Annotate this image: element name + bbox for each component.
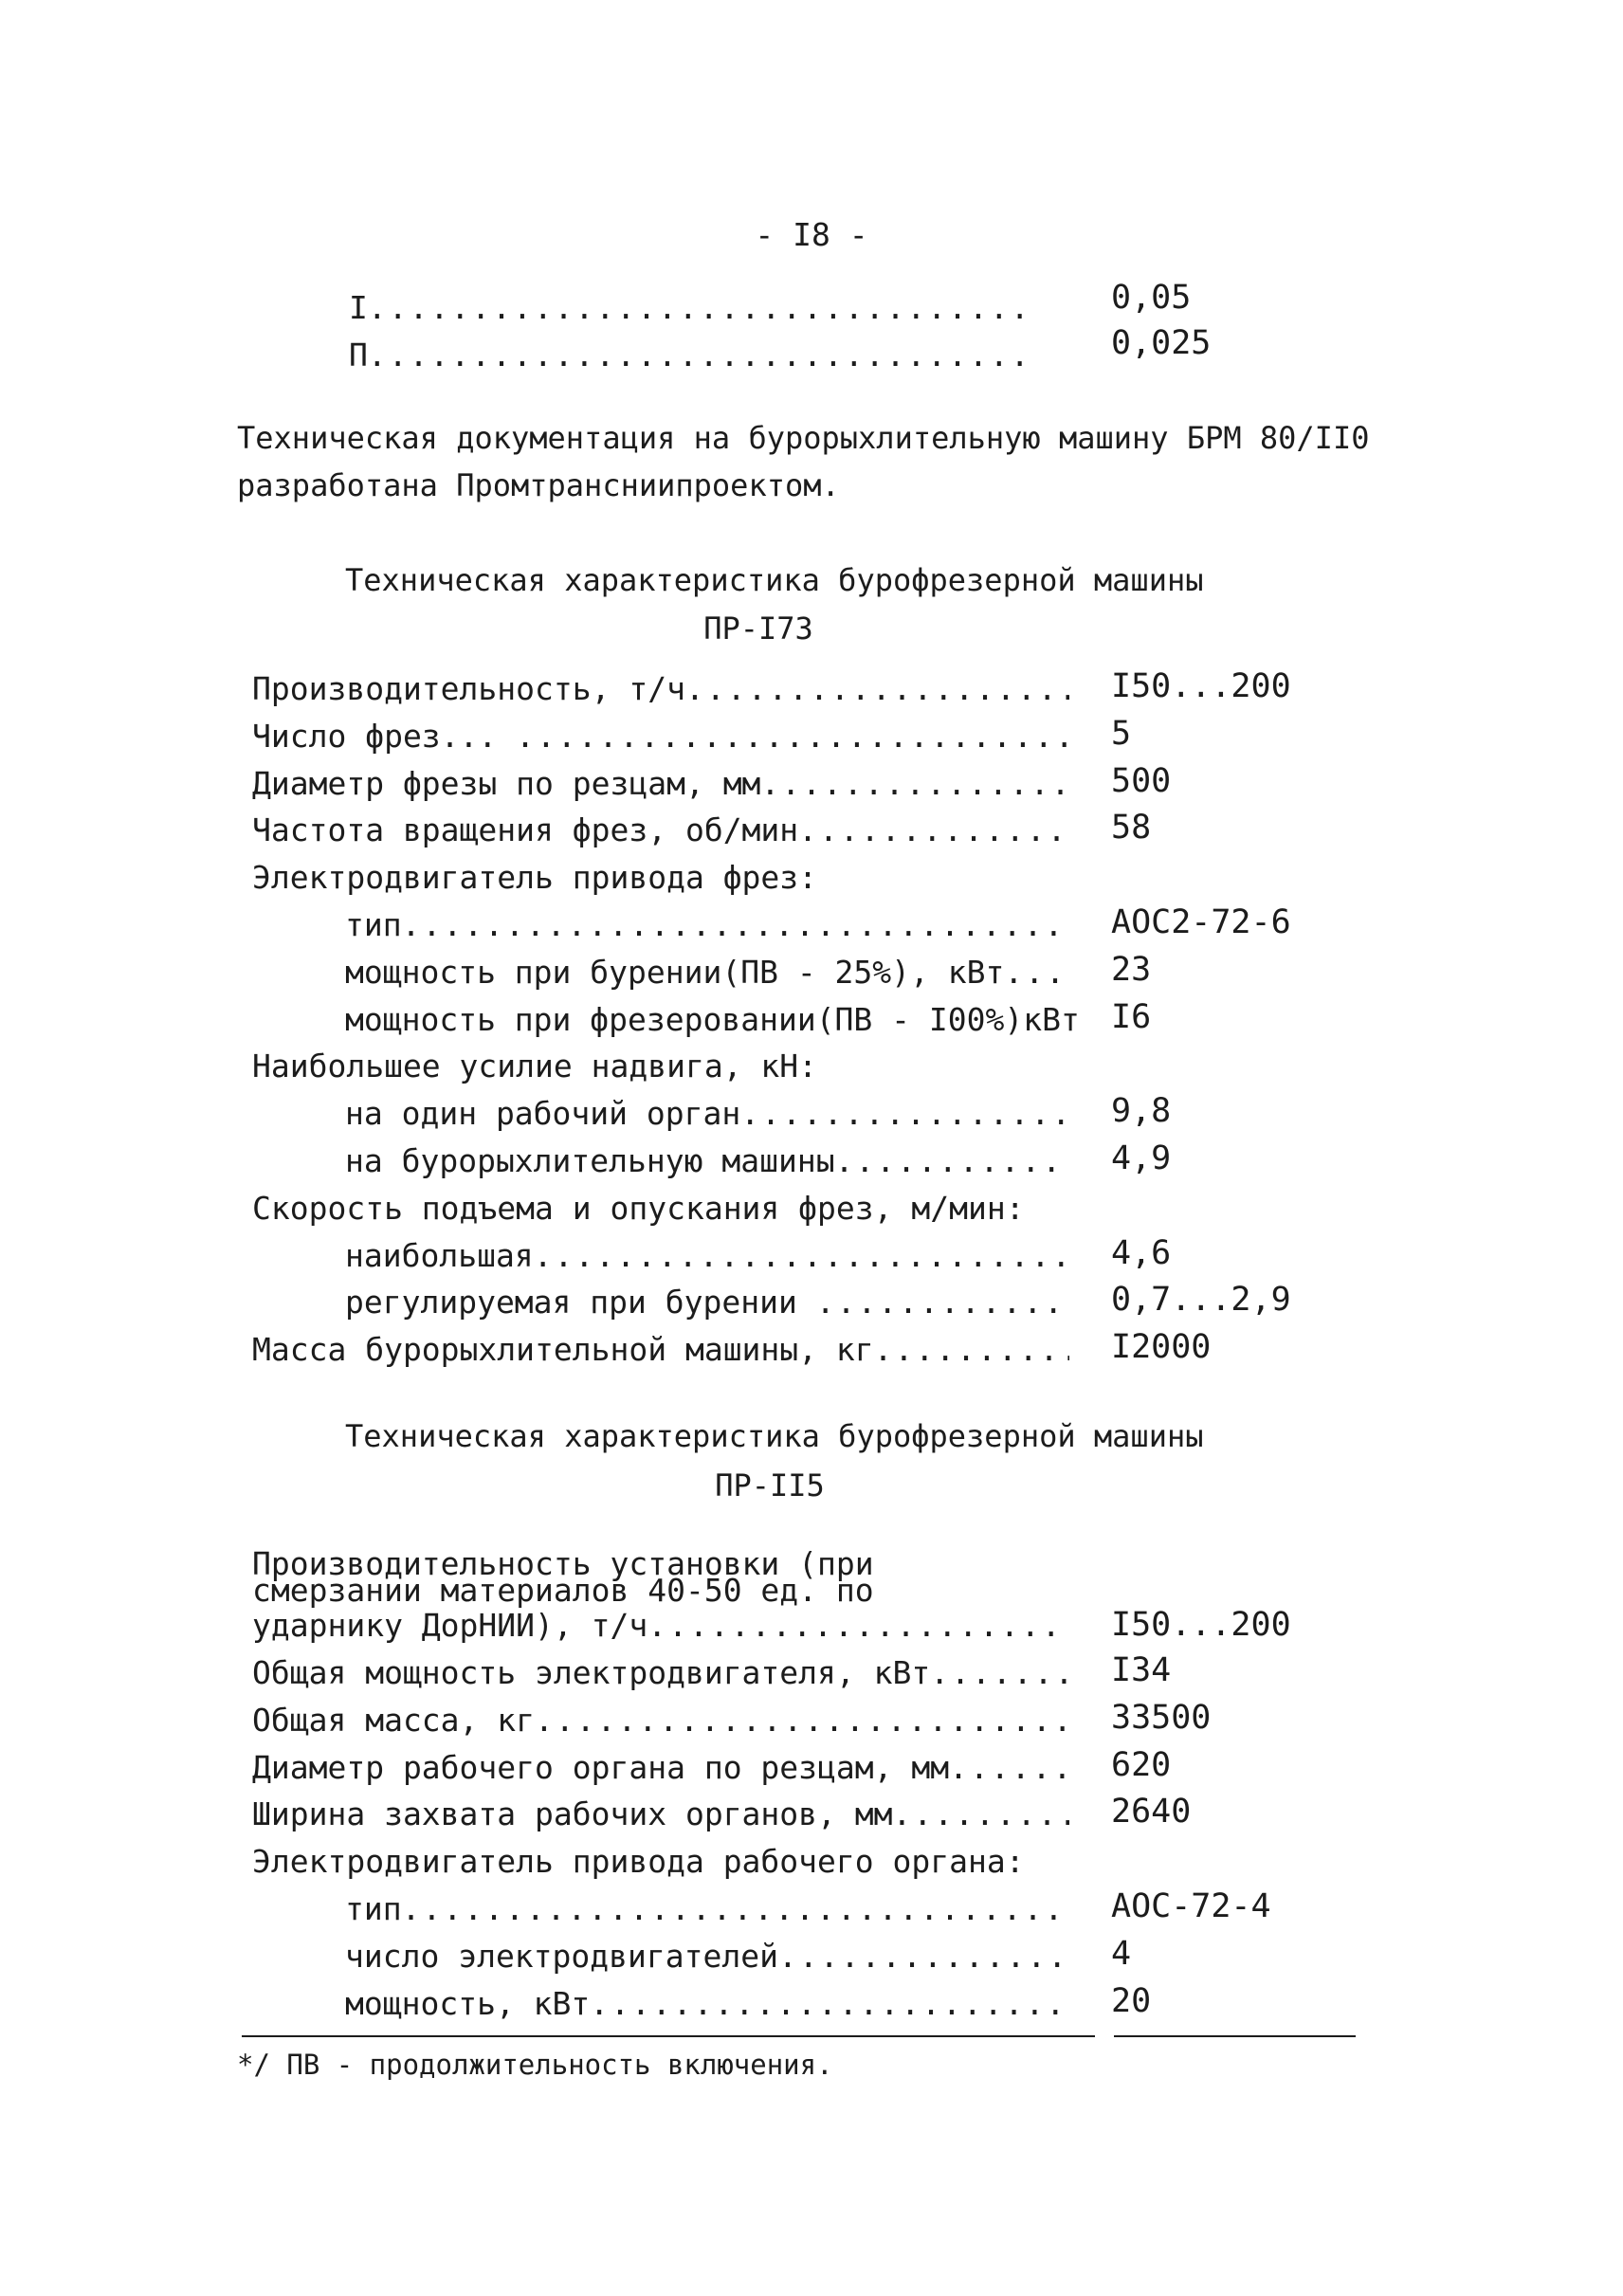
- spec-row: [252, 670, 1069, 708]
- leader-dots: [1004, 954, 1069, 992]
- item-label: П: [349, 337, 368, 374]
- spec-row: [345, 1890, 1069, 1928]
- spec-row: [345, 1284, 1069, 1321]
- spec-label: Скорость подъема и опускания фрез, м/мин:: [252, 1189, 1025, 1227]
- leader-dots: [368, 337, 1036, 374]
- spec-value: 620: [1111, 1745, 1172, 1784]
- spec-label: мощность при бурении(ПВ - 25%), кВт: [345, 953, 1005, 991]
- paragraph-line: Техническая документация на бурорыхлительную машину БРМ 80/II0: [237, 420, 1370, 456]
- spec-row: [345, 906, 1069, 944]
- list-item: [349, 337, 1036, 374]
- spec-label: Ширина захвата рабочих органов, мм: [252, 1795, 893, 1833]
- spec-row: [345, 1237, 1069, 1275]
- leader-dots: [930, 1654, 1069, 1692]
- leader-dots: [816, 1284, 1069, 1321]
- spec-label: Электродвигатель привода фрез:: [252, 859, 818, 897]
- section-model: ПР-I73: [703, 610, 813, 647]
- spec-row: [345, 1095, 1069, 1133]
- spec-value: 2640: [1111, 1793, 1192, 1831]
- spec-label: Производительность, т/ч: [252, 670, 685, 707]
- section-heading: Техническая характеристика бурофрезерной машины: [345, 562, 1204, 598]
- spec-row: [252, 1048, 1069, 1085]
- footnote-divider: [1114, 2035, 1356, 2037]
- spec-label: смерзании материалов 40-50 ед. по: [252, 1572, 874, 1609]
- spec-row: [252, 1331, 1069, 1369]
- spec-value: I50...200: [1111, 667, 1291, 705]
- leader-dots: [778, 1938, 1069, 1976]
- spec-label: Общая масса, кг: [252, 1701, 536, 1739]
- paragraph-line: разработана Промтрансниипроектом.: [237, 467, 840, 503]
- spec-label: регулируемая при бурении: [345, 1284, 816, 1321]
- item-value: 0,05: [1111, 279, 1192, 317]
- leader-dots: [590, 1985, 1069, 2023]
- spec-value: АОС2-72-6: [1111, 903, 1291, 941]
- leader-dots: [402, 906, 1069, 944]
- item-label: I: [349, 289, 368, 326]
- leader-dots: [740, 1095, 1069, 1133]
- leader-dots: [534, 1237, 1069, 1275]
- leader-dots: [874, 1331, 1069, 1369]
- spec-value: АОС-72-4: [1111, 1887, 1271, 1925]
- page-number: - I8 -: [755, 216, 868, 253]
- spec-label: наибольшая: [345, 1236, 534, 1274]
- spec-value: I50...200: [1111, 1606, 1291, 1644]
- spec-row: [252, 1749, 1069, 1787]
- leader-dots: [368, 289, 1036, 327]
- spec-label: мощность при фрезеровании(ПВ - I00%)кВт: [345, 1000, 1080, 1038]
- spec-value: 4,6: [1111, 1233, 1172, 1272]
- section-model: ПР-II5: [715, 1467, 825, 1503]
- leader-dots: [835, 1142, 1069, 1180]
- spec-row: [345, 1000, 1080, 1039]
- spec-label: Диаметр рабочего органа по резцам, мм: [252, 1748, 950, 1786]
- spec-label: на один рабочий орган: [345, 1095, 741, 1133]
- spec-row: [252, 859, 1069, 897]
- spec-label: ударнику ДорНИИ), т/ч: [252, 1607, 648, 1644]
- spec-value: 5: [1111, 714, 1132, 753]
- spec-label: Число фрез...: [252, 717, 517, 755]
- leader-dots: [949, 1749, 1069, 1787]
- spec-row: [345, 1142, 1069, 1180]
- spec-row: [345, 1938, 1069, 1976]
- spec-value: 0,7...2,9: [1111, 1281, 1291, 1320]
- item-value: 0,025: [1111, 324, 1212, 362]
- leader-dots: [798, 811, 1069, 849]
- footnote: */ ПВ - продолжительность включения.: [237, 2049, 833, 2081]
- spec-row: [252, 1702, 1069, 1740]
- spec-row: [252, 811, 1069, 849]
- spec-label: Масса бурорыхлительной машины, кг: [252, 1331, 874, 1369]
- spec-label: Наибольшее усилие надвига, кН:: [252, 1048, 818, 1085]
- spec-row: [252, 765, 1069, 803]
- spec-row: [252, 718, 1069, 756]
- spec-label: Частота вращения фрез, об/мин: [252, 811, 799, 849]
- spec-label: число электродвигателей: [345, 1937, 778, 1975]
- spec-value: 4,9: [1111, 1139, 1172, 1177]
- leader-dots: [893, 1795, 1069, 1833]
- spec-value: 20: [1111, 1981, 1152, 2020]
- spec-label: Производительность установки (при: [252, 1545, 874, 1582]
- spec-row: [252, 1843, 1069, 1881]
- list-item: [252, 1607, 1069, 1645]
- spec-row: [252, 1654, 1069, 1692]
- spec-label: тип: [345, 906, 402, 943]
- spec-value: 23: [1111, 950, 1152, 989]
- footnote-divider: [242, 2035, 1095, 2037]
- spec-value: 500: [1111, 761, 1172, 800]
- leader-dots: [535, 1702, 1069, 1740]
- spec-label: Электродвигатель привода рабочего органа:: [252, 1843, 1025, 1881]
- spec-label: на бурорыхлительную машины: [345, 1142, 835, 1179]
- section-heading: Техническая характеристика бурофрезерной машины: [345, 1418, 1204, 1454]
- leader-dots: [685, 670, 1069, 708]
- leader-dots: [760, 765, 1069, 803]
- spec-row: [252, 1190, 1069, 1228]
- spec-label: мощность, кВт: [345, 1984, 591, 2022]
- spec-value: 33500: [1111, 1698, 1212, 1737]
- leader-dots: [516, 718, 1069, 756]
- spec-value: 58: [1111, 809, 1152, 847]
- leader-dots: [647, 1607, 1069, 1645]
- spec-value: 4: [1111, 1934, 1132, 1973]
- spec-row: [252, 1795, 1069, 1833]
- spec-label: Диаметр фрезы по резцам, мм: [252, 764, 761, 802]
- spec-value: I34: [1111, 1651, 1172, 1689]
- spec-value: I2000: [1111, 1328, 1212, 1367]
- list-item: [349, 289, 1036, 327]
- spec-row: [345, 1985, 1069, 2023]
- leader-dots: [402, 1890, 1069, 1928]
- spec-row: [345, 954, 1069, 992]
- spec-value: 9,8: [1111, 1092, 1172, 1131]
- spec-label: тип: [345, 1890, 402, 1927]
- spec-label: Общая мощность электродвигателя, кВт: [252, 1654, 931, 1691]
- spec-value: I6: [1111, 997, 1152, 1036]
